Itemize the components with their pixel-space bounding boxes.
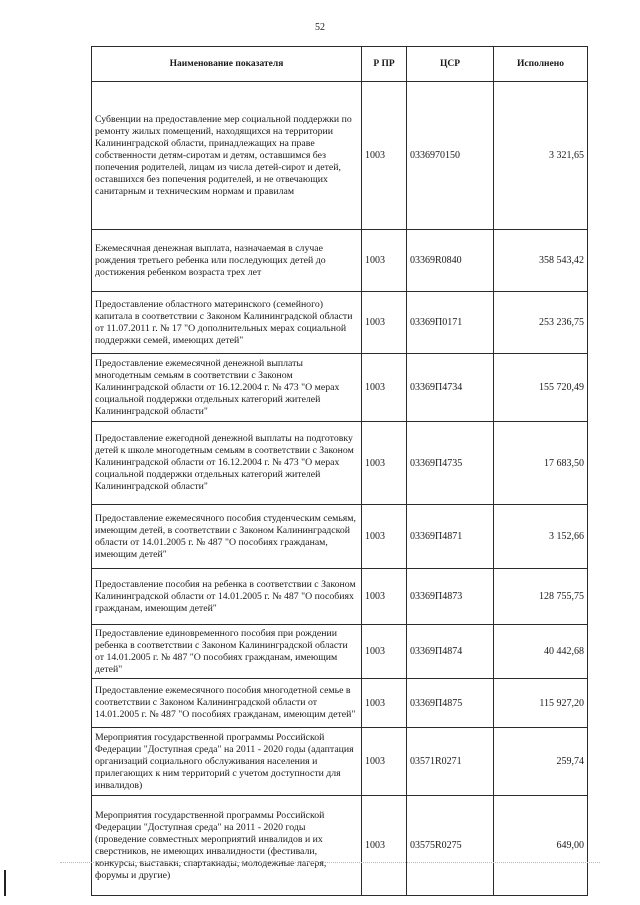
row-executed: 253 236,75 xyxy=(494,292,588,354)
row-executed: 358 543,42 xyxy=(494,230,588,292)
row-executed: 649,00 xyxy=(494,796,588,896)
table-header-row xyxy=(92,47,588,82)
row-executed: 115 927,20 xyxy=(494,679,588,728)
row-csr: 03369R0840 xyxy=(407,230,494,292)
row-executed: 128 755,75 xyxy=(494,569,588,625)
row-indicator-name: Субвенции на предоставление мер социальной поддержки по ремонту жилых помещений, находящихся на территории Калининградской области, принадлежащих на праве собственности детям-сиротам и детям, оставшимся без попечения родителей, лицам из числа детей-сирот и детей, оставшихся без попечения родителей, и не отвечающих санитарным и техническим нормам и правилам xyxy=(92,82,362,230)
row-rpr: 1003 xyxy=(362,679,407,728)
row-csr: 03369П4873 xyxy=(407,569,494,625)
expenditure-table xyxy=(91,46,588,896)
row-indicator-name: Предоставление ежегодной денежной выплаты на подготовку детей к школе многодетным семьям в соответствии с Законом Калининградской области от 16.12.2004 г. № 473 "О мерах социальной поддержки отдельных категорий жителей Калининградской области" xyxy=(92,422,362,505)
table-row xyxy=(92,679,588,728)
row-executed: 259,74 xyxy=(494,728,588,796)
row-executed: 17 683,50 xyxy=(494,422,588,505)
header-indicator-name: Наименование показателя xyxy=(92,47,362,82)
table-row xyxy=(92,728,588,796)
row-executed: 155 720,49 xyxy=(494,354,588,422)
page-number: 52 xyxy=(315,22,325,33)
table-row xyxy=(92,569,588,625)
row-indicator-name: Предоставление областного материнского (семейного) капитала в соответствии с Законом Калининградской области от 11.07.2011 г. № 17 "О дополнительных мерах социальной поддержки семей, имеющих детей" xyxy=(92,292,362,354)
row-rpr: 1003 xyxy=(362,354,407,422)
scan-artifact-line xyxy=(60,862,600,863)
row-csr: 03369П4734 xyxy=(407,354,494,422)
row-csr: 03369П4871 xyxy=(407,505,494,569)
table-row xyxy=(92,354,588,422)
table-row xyxy=(92,82,588,230)
table-row xyxy=(92,625,588,679)
row-rpr: 1003 xyxy=(362,569,407,625)
row-csr: 03369П0171 xyxy=(407,292,494,354)
header-csr: ЦСР xyxy=(407,47,494,82)
row-indicator-name: Мероприятия государственной программы Российской Федерации "Доступная среда" на 2011 - 2020 годы (проведение совместных мероприятий инвалидов и их сверстников, не имеющих инвалидности (фестивали, конкурсы, выставки, спартакиады, молодежные лагеря, форумы и другие) xyxy=(92,796,362,896)
row-indicator-name: Предоставление единовременного пособия при рождении ребенка в соответствии с Законом Калининградской области от 14.01.2005 г. № 487 "О пособиях гражданам, имеющим детей" xyxy=(92,625,362,679)
row-csr: 03369П4874 xyxy=(407,625,494,679)
row-executed: 3 321,65 xyxy=(494,82,588,230)
row-rpr: 1003 xyxy=(362,625,407,679)
table-row xyxy=(92,292,588,354)
table-row xyxy=(92,230,588,292)
row-indicator-name: Предоставление ежемесячного пособия многодетной семье в соответствии с Законом Калининградской области от 14.01.2005 г. № 487 "О пособиях гражданам, имеющим детей" xyxy=(92,679,362,728)
row-csr: 03369П4875 xyxy=(407,679,494,728)
row-indicator-name: Мероприятия государственной программы Российской Федерации "Доступная среда" на 2011 - 2020 годы (адаптация организаций социального обслуживания населения и прилегающих к ним территорий с учетом доступности для инвалидов) xyxy=(92,728,362,796)
row-rpr: 1003 xyxy=(362,292,407,354)
row-csr: 0336970150 xyxy=(407,82,494,230)
table-row xyxy=(92,422,588,505)
row-indicator-name: Предоставление ежемесячного пособия студенческим семьям, имеющим детей, в соответствии с Законом Калининградской области от 14.01.2005 г. № 487 "О пособиях гражданам, имеющим детей" xyxy=(92,505,362,569)
row-rpr: 1003 xyxy=(362,82,407,230)
row-csr: 03571R0271 xyxy=(407,728,494,796)
row-executed: 3 152,66 xyxy=(494,505,588,569)
table-row xyxy=(92,796,588,896)
row-indicator-name: Ежемесячная денежная выплата, назначаемая в случае рождения третьего ребенка или последующих детей до достижения ребенком возраста трех лет xyxy=(92,230,362,292)
scan-artifact-mark xyxy=(4,870,6,896)
row-rpr: 1003 xyxy=(362,230,407,292)
row-rpr: 1003 xyxy=(362,728,407,796)
row-indicator-name: Предоставление пособия на ребенка в соответствии с Законом Калининградской области от 14.01.2005 г. № 487 "О пособиях гражданам, имеющим детей" xyxy=(92,569,362,625)
row-csr: 03575R0275 xyxy=(407,796,494,896)
row-rpr: 1003 xyxy=(362,422,407,505)
row-rpr: 1003 xyxy=(362,796,407,896)
row-rpr: 1003 xyxy=(362,505,407,569)
header-executed: Исполнено xyxy=(494,47,588,82)
row-indicator-name: Предоставление ежемесячной денежной выплаты многодетным семьям в соответствии с Законом Калининградской области от 16.12.2004 г. № 473 "О мерах социальной поддержки отдельных категорий жителей Калининградской области" xyxy=(92,354,362,422)
row-csr: 03369П4735 xyxy=(407,422,494,505)
table-row xyxy=(92,505,588,569)
header-rpr: Р ПР xyxy=(362,47,407,82)
row-executed: 40 442,68 xyxy=(494,625,588,679)
